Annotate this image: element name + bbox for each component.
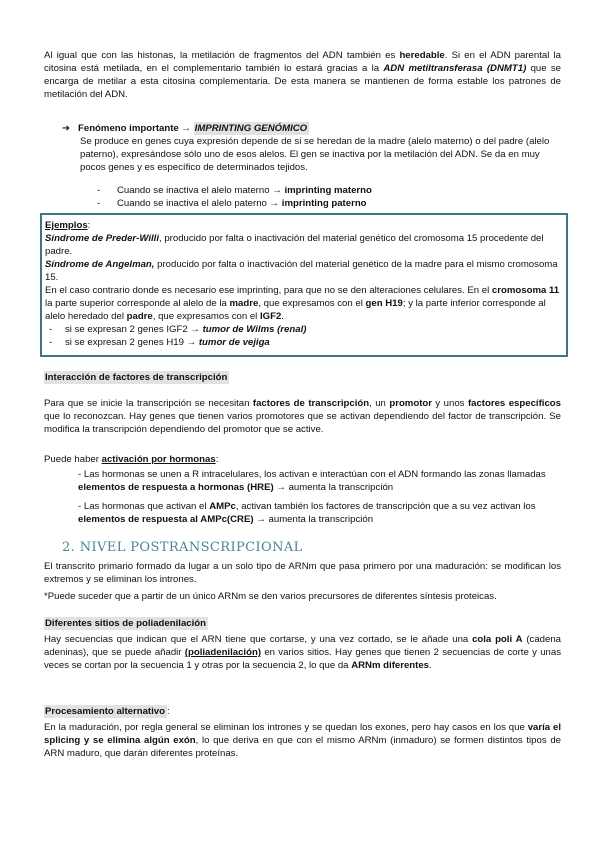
polyadenylation-paragraph: Hay secuencias que indican que el ARN tiene que cortarse, y una vez cortado, se le añade una cola poli A (cadena adeninas), que se puede añadir (poliadenilación) en varios sitios. Hay genes que tienen 2 secuencias de corte y unas veces se cortan por la secuencia 1 y otras por la secuencia 2, lo que da ARNm diferentes. [44, 634, 561, 671]
transcription-paragraph: Para que se inicie la transcripción se necesitan factores de transcripción, un promotor y unos factores específicos que lo reconozcan. Hay genes que tienen varios promotores que se activan dependiendo del factor de transcripción. Se modifica la transcripción dependiendo del promotor que se active. [44, 398, 561, 435]
alt-processing-paragraph: En la maduración, por regla general se eliminan los intrones y se quedan los exones, pero hay casos en los que varía el splicing y se elimina algún exón, lo que deriva en que con el mismo ARNm (inmaduro) se formen distintos tipos de ARN maduro, que darán diferentes proteínas. [44, 722, 561, 759]
hormone-item-ampc: - Las hormonas que activan el AMPc, activan también los factores de transcripción que a su vez activan los elementos de respuesta al AMPc(CRE) → aumenta la transcripción [78, 501, 536, 525]
hormone-item-hre: - Las hormonas se unen a R intracelulares, los activan e interactúan con el ADN formando las zonas llamadas elementos de respuesta a hormonas (HRE) → aumenta la transcripción [78, 469, 546, 493]
imprinting-list [97, 184, 557, 210]
list-item: - si se expresan 2 genes H19 → tumor de vejiga [49, 337, 270, 348]
alt-processing-heading: Procesamiento alternativo : [45, 706, 170, 717]
imprinting-title: Fenómeno importante → IMPRINTING GENÓMICO [78, 123, 308, 134]
list-item: - Cuando se inactiva el alelo materno → imprinting materno [97, 185, 372, 196]
polyadenylation-heading: Diferentes sitios de poliadenilación [45, 618, 206, 629]
example-angelman: Síndrome de Angelman, producido por falta o inactivación del material genético de la madre para el mismo cromosoma 15. [45, 259, 558, 283]
section2-paragraph: El transcrito primario formado da lugar a un solo tipo de ARNm que pasa primero por una maduración: se modifican los extremos y se eliminan los intrones. [44, 561, 561, 585]
section2-note: *Puede suceder que a partir de un único ARNm se den varios precursores de diferentes síntesis proteicas. [44, 591, 497, 602]
imprinting-block [62, 122, 562, 135]
list-item: - si se expresan 2 genes IGF2 → tumor de Wilms (renal) [49, 324, 307, 335]
examples-box [40, 213, 568, 357]
example-preder-willi: Síndrome de Preder-Willi, producido por falta o inactivación del material genético del cromosoma 15 procedente del padre. [45, 233, 544, 257]
transcription-heading: Interacción de factores de transcripción [45, 372, 228, 383]
arrow-bullet-icon: ➔ [62, 123, 71, 134]
imprinting-description: Se produce en genes cuya expresión depende de si se heredan de la madre (alelo materno) o del padre (alelo paterno), expresándose sólo uno de esos alelos. El gen se inactiva por la metilación del ADN. Se da en muy pocos genes y es específico de determinados tejidos. [80, 136, 550, 173]
example-chromosome-11: En el caso contrario donde es necesario ese imprinting, para que no se den alteraciones celulares. En el cromosoma 11 la parte superior corresponde al alelo de la madre, que expresamos con el gen H19; y la parte inferior corresponde al alelo heredado del padre, que expresamos con el IGF2. [45, 285, 560, 322]
list-item: - Cuando se inactiva el alelo paterno → imprinting paterno [97, 198, 367, 209]
section-heading-postranscripcional: 2. NIVEL POSTRANSCRIPCIONAL [62, 540, 303, 555]
hormone-intro: Puede haber activación por hormonas: [44, 454, 219, 465]
examples-heading: Ejemplos: [45, 220, 91, 231]
intro-paragraph: Al igual que con las histonas, la metilación de fragmentos del ADN también es heredable. Si en el ADN parental la citosina está metilada, en el complementario también lo estará gracias a la ADN metiltransferasa (DNMT1) que se encarga de metilar a esta citosina complementaria. De esta manera se mantienen de forma estable los patrones de metilación del ADN. [44, 50, 561, 100]
